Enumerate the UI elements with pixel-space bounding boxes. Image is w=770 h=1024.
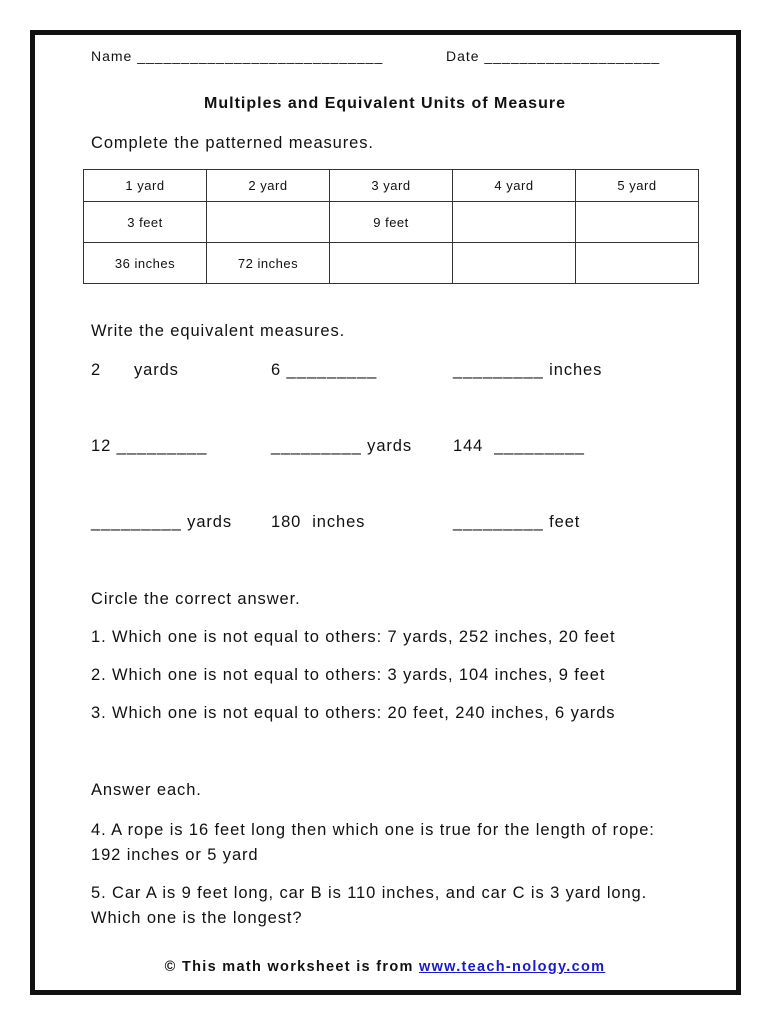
worksheet-title: Multiples and Equivalent Units of Measure (204, 95, 566, 112)
table-cell (453, 243, 576, 284)
table-cell (576, 243, 699, 284)
equivalence-item: 144 _________ (453, 437, 585, 455)
table-cell: 3 feet (84, 202, 207, 243)
section1-instruction: Complete the patterned measures. (91, 134, 374, 152)
footer-copyright-text: © This math worksheet is from (164, 959, 419, 975)
table-cell: 36 inches (84, 243, 207, 284)
equivalence-item: _________ yards (91, 513, 233, 531)
equivalence-item: 12 _________ (91, 437, 208, 455)
question-item: 2. Which one is not equal to others: 3 yards, 104 inches, 9 feet (91, 666, 606, 684)
table-cell (330, 243, 453, 284)
table-cell: 4 yard (453, 170, 576, 202)
table-cell (453, 202, 576, 243)
name-field-label: Name ____________________________ (91, 48, 384, 64)
table-cell: 9 feet (330, 202, 453, 243)
pattern-table (83, 169, 699, 284)
footer-link[interactable]: www.teach-nology.com (419, 959, 606, 975)
question-item: 4. A rope is 16 feet long then which one is true for the length of rope: 192 inches or 5 yard (91, 821, 655, 864)
question-item: 3. Which one is not equal to others: 20 feet, 240 inches, 6 yards (91, 704, 616, 722)
table-cell: 1 yard (84, 170, 207, 202)
footer-credit (0, 959, 770, 975)
table-row (84, 202, 699, 243)
date-field-label: Date ____________________ (446, 48, 661, 64)
equivalence-item: 6 _________ (271, 361, 378, 379)
table-cell: 5 yard (576, 170, 699, 202)
section2-instruction: Write the equivalent measures. (91, 322, 346, 340)
table-cell (576, 202, 699, 243)
table-cell: 72 inches (207, 243, 330, 284)
equivalence-item: _________ inches (453, 361, 603, 379)
table-cell (207, 202, 330, 243)
equivalence-item: 180 inches (271, 513, 366, 531)
equivalence-item: _________ yards (271, 437, 413, 455)
question-item: 1. Which one is not equal to others: 7 yards, 252 inches, 20 feet (91, 628, 616, 646)
table-cell: 3 yard (330, 170, 453, 202)
question-item: 5. Car A is 9 feet long, car B is 110 inches, and car C is 3 yard long. Which one is the longest? (91, 884, 648, 927)
table-row (84, 170, 699, 202)
equivalence-item: 2 yards (91, 361, 179, 379)
equivalence-item: _________ feet (453, 513, 581, 531)
section4-instruction: Answer each. (91, 781, 202, 799)
section3-instruction: Circle the correct answer. (91, 590, 301, 608)
table-cell: 2 yard (207, 170, 330, 202)
table-row (84, 243, 699, 284)
